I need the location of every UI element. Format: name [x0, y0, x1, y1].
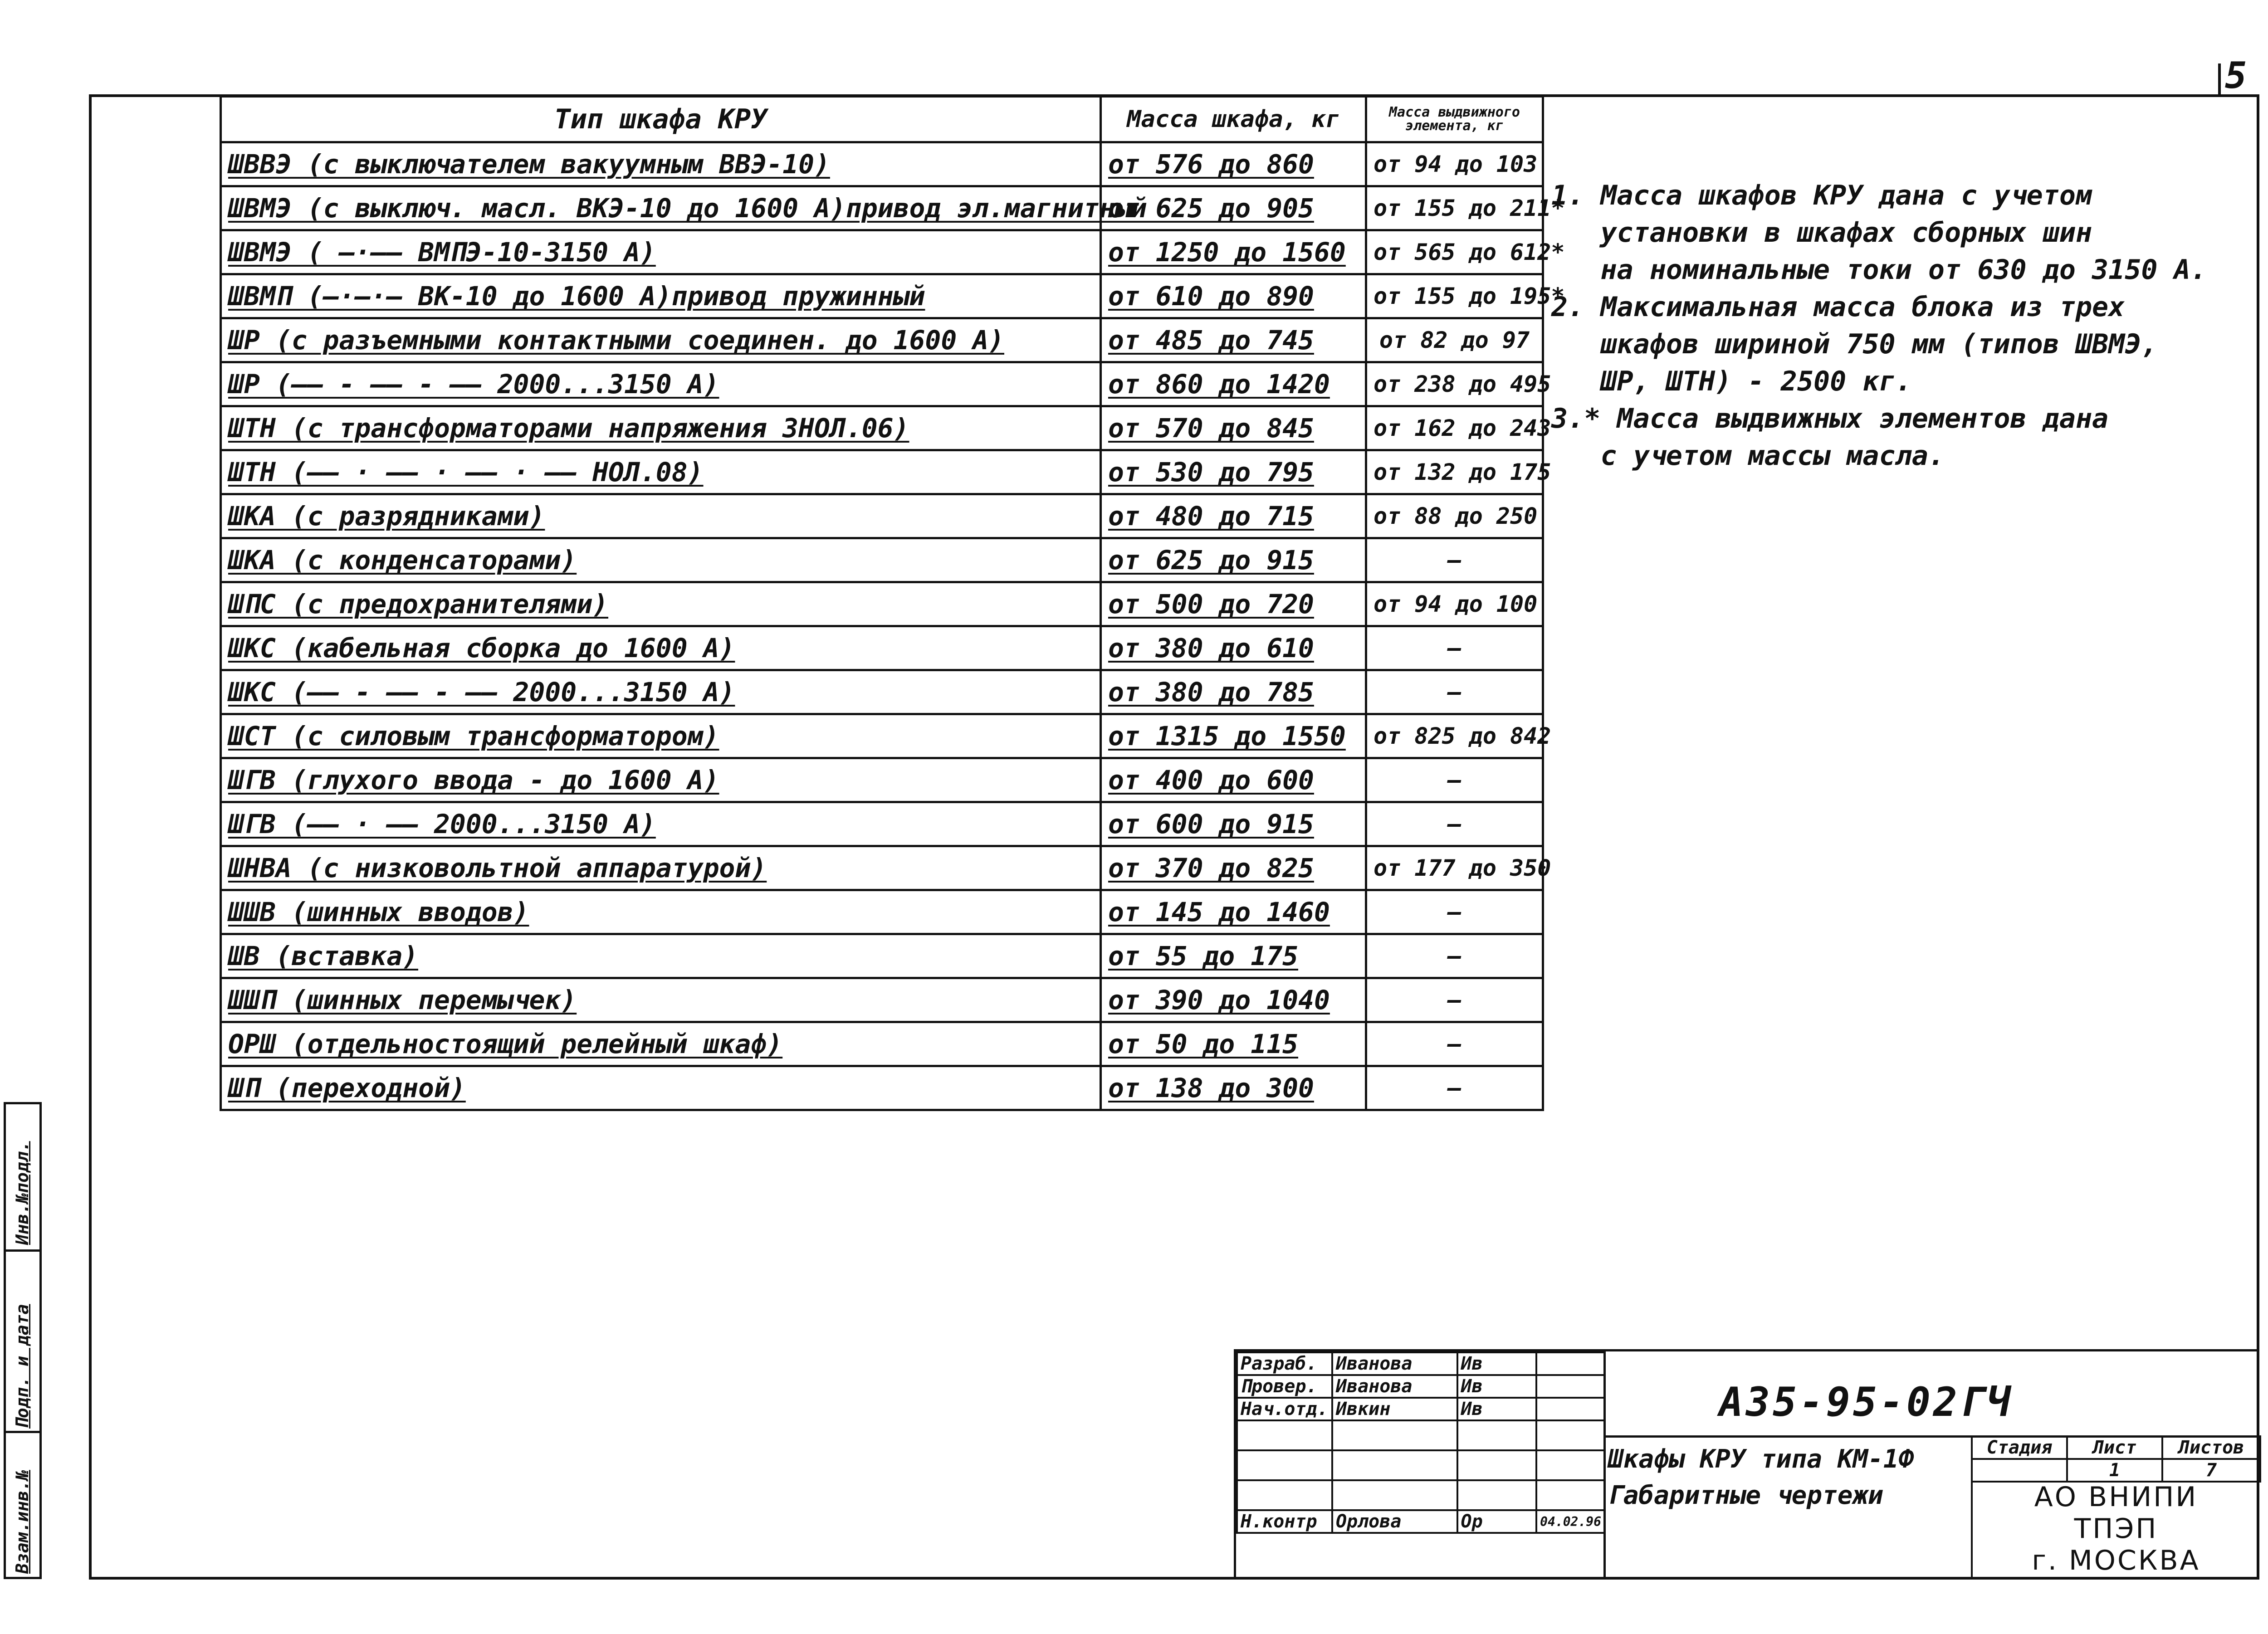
cell-cabinet-type: ШКС (кабельная сборка до 1600 А) [221, 626, 1101, 670]
org-division: ТПЭП [2074, 1513, 2158, 1545]
stage-header: Стадия [1972, 1436, 2067, 1459]
signature-mark: Ив [1457, 1352, 1537, 1375]
signature-mark: Ив [1457, 1375, 1537, 1398]
table-row [221, 318, 1543, 362]
cell-cabinet-mass: от 145 до 1460 [1101, 890, 1366, 934]
table-row [221, 274, 1543, 318]
note-line: установки в шкафах сборных шин [1551, 217, 2092, 249]
cell-cabinet-mass: от 55 до 175 [1101, 934, 1366, 978]
cell-cabinet-type: ШНВА (с низковольтной аппаратурой) [221, 846, 1101, 890]
cell-part-mass: от 88 до 250 [1366, 494, 1543, 538]
strip-cell-sign-date [6, 1249, 39, 1433]
cell-part-mass: от 238 до 495 [1366, 362, 1543, 406]
cell-part-mass: от 162 до 243 [1366, 406, 1543, 450]
cell-cabinet-type: ШВМЭ (с выключ. масл. ВКЭ-10 до 1600 А)привод эл.магнитный [221, 186, 1101, 230]
notes-list [1551, 177, 2250, 474]
table-row [221, 978, 1543, 1022]
signature-role [1237, 1450, 1332, 1480]
note-line: 2. Максимальная масса блока из трех [1551, 291, 2125, 323]
signature-role: Разраб. [1237, 1352, 1332, 1375]
cell-part-mass: от 825 до 842 [1366, 714, 1543, 758]
drawing-title-line2: Габаритные чертежи [1608, 1481, 1883, 1510]
page-number-divider [2218, 63, 2221, 95]
table-row [221, 362, 1543, 406]
table-row [221, 494, 1543, 538]
cell-cabinet-mass: от 1250 до 1560 [1101, 230, 1366, 274]
signature-name: Иванова [1332, 1352, 1457, 1375]
sheets-header: Листов [2162, 1436, 2260, 1459]
signature-mark [1457, 1450, 1537, 1480]
signature-date [1536, 1480, 1605, 1510]
cell-cabinet-type: ШГВ (—— · —— 2000...3150 А) [221, 802, 1101, 846]
table-row [221, 890, 1543, 934]
signature-name [1332, 1480, 1457, 1510]
signature-row [1237, 1450, 1605, 1480]
signature-date [1536, 1450, 1605, 1480]
signature-mark [1457, 1480, 1537, 1510]
strip-label-inv: Инв.№подл. [12, 1141, 32, 1245]
cell-cabinet-mass: от 380 до 785 [1101, 670, 1366, 714]
cell-cabinet-type: ШКА (с разрядниками) [221, 494, 1101, 538]
cell-part-mass: — [1366, 670, 1543, 714]
signature-date [1536, 1420, 1605, 1450]
cell-part-mass: — [1366, 1022, 1543, 1066]
cell-part-mass: от 82 до 97 [1366, 318, 1543, 362]
signature-date [1536, 1398, 1605, 1420]
cell-cabinet-mass: от 380 до 610 [1101, 626, 1366, 670]
cell-cabinet-type: ШТН (—— · —— · —— · —— НОЛ.08) [221, 450, 1101, 494]
cell-cabinet-type: ШШП (шинных перемычек) [221, 978, 1101, 1022]
signature-role: Нач.отд. [1237, 1398, 1332, 1420]
cell-cabinet-mass: от 610 до 890 [1101, 274, 1366, 318]
table-row [221, 934, 1543, 978]
cell-part-mass: от 132 до 175 [1366, 450, 1543, 494]
signature-row [1237, 1480, 1605, 1510]
header-cabinet-type: Тип шкафа КРУ [221, 97, 1101, 142]
page-number: 5 [2225, 54, 2247, 97]
cell-part-mass: от 155 до 211* [1366, 186, 1543, 230]
cell-cabinet-type: ШВМП (—·—·— ВК-10 до 1600 А)привод пружинный [221, 274, 1101, 318]
table-row [221, 802, 1543, 846]
note-line: 3.* Масса выдвижных элементов дана [1551, 403, 2109, 434]
sheets-value: 7 [2162, 1459, 2260, 1482]
cell-cabinet-mass: от 500 до 720 [1101, 582, 1366, 626]
cell-cabinet-mass: от 400 до 600 [1101, 758, 1366, 802]
note-line: шкафов шириной 750 мм (типов ШВМЭ, [1551, 328, 2158, 360]
cell-part-mass: — [1366, 538, 1543, 582]
cell-part-mass: от 94 до 103 [1366, 142, 1543, 186]
table-row [221, 538, 1543, 582]
cell-cabinet-mass: от 50 до 115 [1101, 1022, 1366, 1066]
cell-cabinet-type: ШПС (с предохранителями) [221, 582, 1101, 626]
cell-part-mass: — [1366, 802, 1543, 846]
cabinet-mass-table [220, 95, 1565, 1111]
strip-label-sign-date: Подп. и дата [12, 1304, 32, 1429]
cell-cabinet-mass: от 485 до 745 [1101, 318, 1366, 362]
cell-cabinet-type: ШВМЭ ( —·—— ВМПЭ-10-3150 А) [221, 230, 1101, 274]
cell-cabinet-type: ШВВЭ (с выключателем вакуумным ВВЭ-10) [221, 142, 1101, 186]
header-cabinet-mass: Масса шкафа, кг [1101, 97, 1366, 142]
table-row [221, 186, 1543, 230]
note-line: 1. Масса шкафов КРУ дана с учетом [1551, 180, 2092, 211]
cell-cabinet-mass: от 390 до 1040 [1101, 978, 1366, 1022]
cell-cabinet-type: ШР (—— - —— - —— 2000...3150 А) [221, 362, 1101, 406]
cell-cabinet-mass: от 600 до 915 [1101, 802, 1366, 846]
table-row [221, 846, 1543, 890]
org-name: АО ВНИПИ [2034, 1481, 2198, 1513]
cell-cabinet-type: ШР (с разъемными контактными соединен. до 1600 А) [221, 318, 1101, 362]
signature-date [1536, 1352, 1605, 1375]
signature-name [1332, 1420, 1457, 1450]
strip-cell-replace [6, 1431, 39, 1579]
table-row [221, 1022, 1543, 1066]
organization-block [1971, 1478, 2259, 1580]
signature-role: Провер. [1237, 1375, 1332, 1398]
signature-name: Иванова [1332, 1375, 1457, 1398]
cell-cabinet-type: ОРШ (отдельностоящий релейный шкаф) [221, 1022, 1101, 1066]
table-header-row [221, 97, 1543, 142]
notes-block [1551, 177, 2250, 474]
cell-part-mass: от 155 до 195* [1366, 274, 1543, 318]
note-line: на номинальные токи от 630 до 3150 А. [1551, 254, 2207, 286]
sheet-value: 1 [2067, 1459, 2162, 1482]
cell-part-mass: от 565 до 612* [1366, 230, 1543, 274]
table-row [221, 714, 1543, 758]
signature-mark: Ив [1457, 1398, 1537, 1420]
table-row [221, 626, 1543, 670]
signature-row [1237, 1420, 1605, 1450]
table-row [221, 758, 1543, 802]
cell-cabinet-mass: от 860 до 1420 [1101, 362, 1366, 406]
cell-part-mass: — [1366, 890, 1543, 934]
stage-sheet-table [1971, 1435, 2261, 1483]
cell-part-mass: — [1366, 758, 1543, 802]
cell-part-mass: — [1366, 934, 1543, 978]
cell-cabinet-type: ШП (переходной) [221, 1066, 1101, 1110]
cell-cabinet-mass: от 576 до 860 [1101, 142, 1366, 186]
signatures-table [1236, 1351, 1606, 1534]
table-row [221, 406, 1543, 450]
signature-role: Н.контр [1237, 1510, 1332, 1533]
cell-cabinet-type: ШТН (с трансформаторами напряжения ЗНОЛ.06) [221, 406, 1101, 450]
signature-name: Ивкин [1332, 1398, 1457, 1420]
table-row [221, 230, 1543, 274]
cell-cabinet-mass: от 625 до 915 [1101, 538, 1366, 582]
strip-label-replace: Взам.инв.№ [12, 1470, 32, 1574]
cell-cabinet-type: ШКС (—— - —— - —— 2000...3150 А) [221, 670, 1101, 714]
signature-role [1237, 1480, 1332, 1510]
signature-row [1237, 1352, 1605, 1375]
strip-cell-inv [6, 1104, 39, 1249]
cell-cabinet-mass: от 480 до 715 [1101, 494, 1366, 538]
signature-mark [1457, 1420, 1537, 1450]
signature-row [1237, 1375, 1605, 1398]
signature-date [1536, 1375, 1605, 1398]
cell-cabinet-type: ШВ (вставка) [221, 934, 1101, 978]
cell-cabinet-mass: от 570 до 845 [1101, 406, 1366, 450]
table-row [221, 450, 1543, 494]
cell-cabinet-mass: от 530 до 795 [1101, 450, 1366, 494]
org-city: г. МОСКВА [2032, 1545, 2200, 1576]
cell-part-mass: от 177 до 350 [1366, 846, 1543, 890]
drawing-title-line1: Шкафы КРУ типа КМ-1Ф [1608, 1444, 1914, 1474]
signature-mark: Ор [1457, 1510, 1537, 1533]
cell-cabinet-mass: от 1315 до 1550 [1101, 714, 1366, 758]
cell-cabinet-type: ШГВ (глухого ввода - до 1600 А) [221, 758, 1101, 802]
document-code: А35-95-02ГЧ [1719, 1379, 2014, 1425]
cell-part-mass: — [1366, 626, 1543, 670]
cell-cabinet-type: ШСТ (с силовым трансформатором) [221, 714, 1101, 758]
binding-strip [4, 1102, 42, 1579]
title-block-signatures [1234, 1349, 1606, 1580]
signature-name: Орлова [1332, 1510, 1457, 1533]
table-body [221, 142, 1565, 1110]
cell-cabinet-mass: от 625 до 905 [1101, 186, 1366, 230]
cell-cabinet-type: ШКА (с конденсаторами) [221, 538, 1101, 582]
cell-cabinet-type: ШШВ (шинных вводов) [221, 890, 1101, 934]
signature-row [1237, 1398, 1605, 1420]
cell-part-mass: — [1366, 1066, 1543, 1110]
sheet-header: Лист [2067, 1436, 2162, 1459]
table-row [221, 670, 1543, 714]
note-line: ШР, ШТН) - 2500 кг. [1551, 366, 1912, 397]
table-row [221, 142, 1543, 186]
header-part-mass: Масса выдвижного элемента, кг [1366, 97, 1543, 142]
signature-role [1237, 1420, 1332, 1450]
signature-row [1237, 1510, 1605, 1533]
table-row [221, 582, 1543, 626]
note-line: с учетом массы масла. [1551, 440, 1945, 472]
cell-cabinet-mass: от 370 до 825 [1101, 846, 1366, 890]
cell-part-mass: от 94 до 100 [1366, 582, 1543, 626]
table-row [221, 1066, 1543, 1110]
cell-part-mass: — [1366, 978, 1543, 1022]
signature-date: 04.02.96 [1536, 1510, 1605, 1533]
cell-cabinet-mass: от 138 до 300 [1101, 1066, 1366, 1110]
signature-name [1332, 1450, 1457, 1480]
